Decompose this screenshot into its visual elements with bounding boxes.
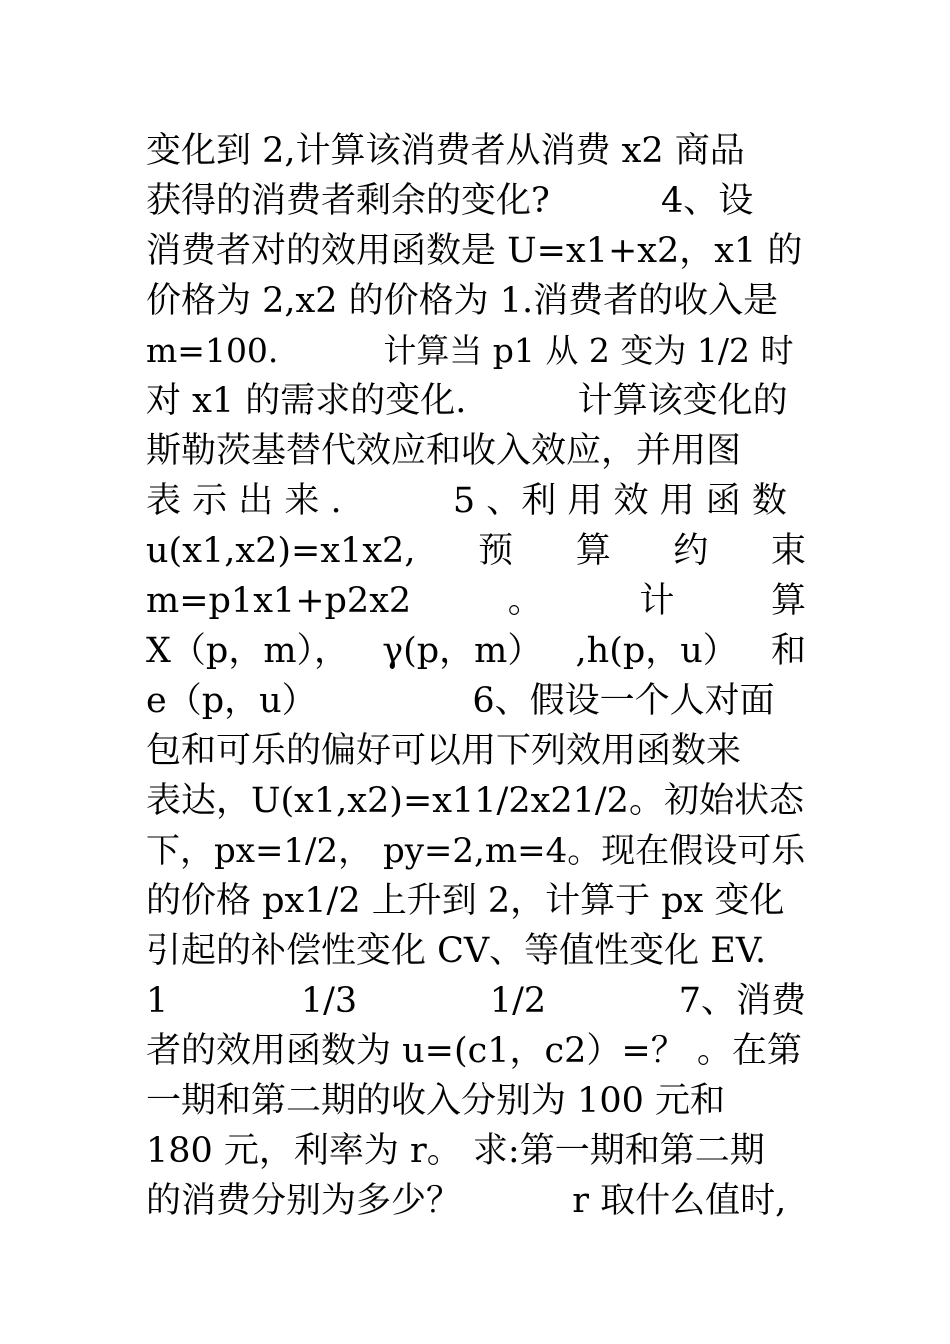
text-line: 引起的补偿性变化 CV、等值性变化 EV. (146, 931, 767, 971)
text-word: u(x1,x2)=x1x2, (146, 531, 416, 571)
text-word: 1/2 (489, 981, 547, 1021)
text-line: 对 x1 的需求的变化. 计算该变化的 (146, 381, 788, 421)
text-word: 束 (770, 531, 806, 571)
text-line: m=100. 计算当 p1 从 2 变为 1/2 时 (146, 331, 794, 370)
text-line-justified (146, 626, 806, 676)
text-line-justified (146, 576, 806, 626)
text-line-justified (146, 526, 806, 576)
text-line: 变化到 2,计算该消费者从消费 x2 商品 (146, 131, 745, 171)
text-word: 1 (146, 981, 169, 1021)
text-word: 和 (770, 631, 806, 671)
text-line: 获得的消费者剩余的变化? 4、设 (146, 181, 754, 221)
text-line: 一期和第二期的收入分别为 100 元和 (146, 1081, 726, 1121)
text-line: 者的效用函数为 u=(c1，c2）=？ 。在第 (146, 1031, 802, 1071)
document-body (146, 126, 806, 1226)
text-word: 算 (575, 531, 611, 571)
text-word: ,h(p，u） (575, 631, 738, 671)
text-line: 斯勒茨基替代效应和收入效应，并用图 (146, 431, 742, 471)
text-line: e（p，u） 6、假设一个人对面 (146, 681, 775, 721)
text-word: 计 (639, 581, 675, 621)
text-word: 。 (507, 581, 543, 621)
text-word: 算 (770, 581, 806, 621)
text-word: 7、消费 (678, 981, 806, 1021)
text-word: X（p，m）， (146, 631, 350, 671)
text-line: 的价格 px1/2 上升到 2，计算于 px 变化 (146, 881, 785, 921)
text-line: 消费者对的效用函数是 U=x1+x2，x1 的 (146, 231, 803, 271)
text-word: γ(p，m） (382, 631, 543, 671)
text-line: 价格为 2,x2 的价格为 1.消费者的收入是 (146, 281, 779, 321)
text-line-justified (146, 976, 806, 1026)
text-line: 表达，U(x1,x2)=x11/2x21/2。初始状态 (146, 781, 804, 821)
text-line: 下，px=1/2， py=2,m=4。现在假设可乐 (146, 831, 806, 871)
text-word: m=p1x1+p2x2 (146, 581, 412, 621)
text-line: 包和可乐的偏好可以用下列效用函数来 (146, 731, 742, 771)
text-word: 约 (673, 531, 709, 571)
text-word: 预 (478, 531, 514, 571)
text-line: 表 示 出 来 . 5 、利 用 效 用 函 数 (146, 481, 787, 521)
text-word: 1/3 (300, 981, 358, 1021)
text-line: 的消费分别为多少？ r 取什么值时, (146, 1181, 787, 1221)
text-line: 180 元，利率为 r。 求:第一期和第二期 (146, 1131, 765, 1171)
